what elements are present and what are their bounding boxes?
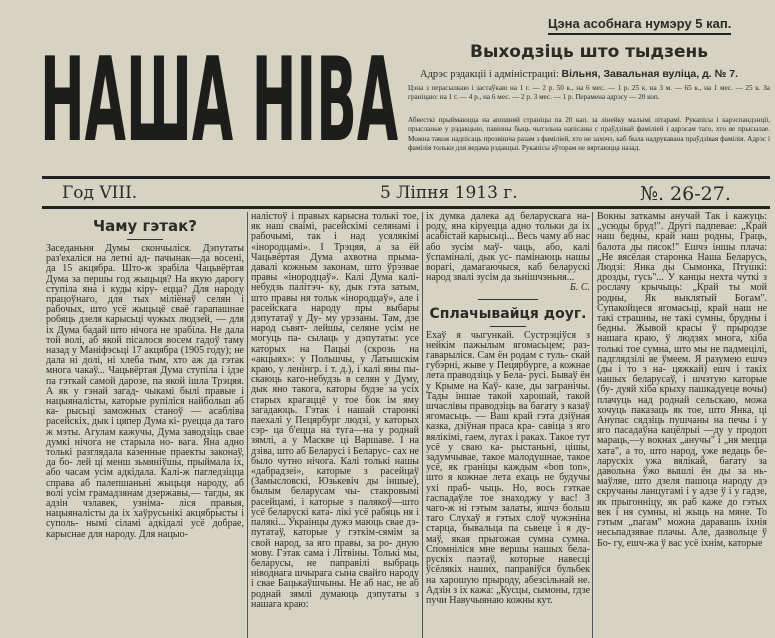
divider bbox=[490, 326, 526, 327]
text-line: русі. Бываў ён у Крыме на Каў- bbox=[426, 370, 590, 392]
text-line: Так і кажуць: „усюды бруд!". bbox=[597, 211, 768, 233]
dateline-rule bbox=[42, 206, 770, 209]
text-line: путатаў, каторые у гэткім-сямім bbox=[251, 527, 403, 539]
text-line: малодушнае, такое усё, як граніцы bbox=[426, 452, 590, 474]
text-line: зьнішчэньня... bbox=[513, 272, 575, 284]
text-line: за свой народ, за яго правы, за ро- bbox=[251, 527, 419, 549]
text-line: старца, бывальца па сьвеце і я ду- bbox=[426, 523, 590, 535]
text-line: лейшы, селяне усім не могуць па- bbox=[251, 323, 420, 345]
text-line: іх, або часам усім адкідала. bbox=[46, 457, 244, 479]
text-line: Для народу працоўнаго, для тых bbox=[46, 283, 244, 306]
text-line: „анучы" і „ня мецца хата", bbox=[597, 435, 767, 457]
text-line: жыцьцё сваё гарапашнае робяць bbox=[46, 304, 244, 326]
text-line: ды іншые), былым беларусам чы- bbox=[251, 476, 420, 498]
text-line: дзеля карысьці чужых людзей, — bbox=[78, 314, 226, 326]
text-line: руецца да таго ж мэты. bbox=[46, 416, 244, 438]
text-line: ларускіх ужа вялікай, багату за bbox=[597, 455, 767, 467]
text-line: Чацьвёртая Дума ахвотна прыма- bbox=[251, 251, 419, 263]
text-line: „Край наш бедны, край наш bbox=[597, 221, 767, 243]
text-line: Польшчы, у Латышскім краю, у bbox=[251, 353, 419, 376]
column-2 bbox=[251, 212, 419, 610]
text-line: як наш сваімі, расейскімі селянамі bbox=[251, 221, 411, 233]
masthead-title: НАША НІВА bbox=[40, 32, 399, 168]
address-label: Адрэс рэдакціі і адміністрациі: bbox=[420, 69, 559, 80]
text-line: дную мову. Гэтак сама і Літвіны. bbox=[251, 537, 419, 559]
text-line: Спомніліся мне вершы нашых бела- bbox=[426, 543, 590, 555]
text-line: аж да гэтак многа чакаў... bbox=[46, 355, 245, 377]
text-line: ўмеем. bbox=[661, 353, 691, 365]
text-line: міліёнаў селян і рабочых, што усё bbox=[46, 294, 244, 316]
issue-price: Цэна асобнага нумэру 5 кап. bbox=[548, 16, 731, 35]
header-rule bbox=[42, 176, 770, 179]
text-line: іх думка далека ад беларускага на- bbox=[426, 211, 590, 222]
text-line: Людзі: Янка ды Сымонка, bbox=[597, 262, 725, 274]
text-line: скай губэрні, жыве у Пецярбурге, bbox=[426, 350, 591, 372]
text-line: казаў ягомасьць. — Ваш край гэта bbox=[426, 401, 590, 423]
issue-date: 5 Ліпня 1913 г. bbox=[380, 183, 518, 203]
text-line: ку, дык гэта затым, што правы ня bbox=[251, 282, 419, 304]
year-label: Год VIII. bbox=[62, 183, 138, 203]
column-divider bbox=[592, 212, 593, 638]
text-line: Заседаньня Думы скончыліся. bbox=[46, 243, 192, 254]
text-line: цяжкай) ешч і такіх нашых bbox=[597, 364, 768, 386]
text-line: роду, яна кіруецца адно тольки да bbox=[426, 221, 578, 233]
text-line: ліся правыя, нацыяналісты да іх bbox=[46, 498, 245, 520]
text-line: у Пецярбург людзі, у каторых сэр- bbox=[251, 415, 419, 437]
text-line: гу, ешч-жа ў вас усё іхнім, каторые bbox=[613, 537, 763, 549]
text-line: Што-ж зрабіла Чацьвёртая Дума bbox=[46, 263, 244, 285]
text-line: тольк «інородцаў», але і расейскага bbox=[251, 292, 420, 314]
text-line: Украінцы дужэ маюць свае дэ- bbox=[288, 517, 419, 529]
divider bbox=[127, 239, 163, 240]
text-line: многа, хіба толькі тое сумна, што bbox=[597, 333, 768, 355]
text-line: расейскіх, дык і цяпер Дума кі- bbox=[46, 416, 180, 428]
text-line: ці Анупас сядзіць пушчаны на bbox=[597, 404, 767, 427]
text-line: для іх Дума бадай што нічога не bbox=[46, 314, 245, 336]
text-line: чыць. Но, вось гэткае гаспадаўле bbox=[426, 482, 590, 504]
divider bbox=[478, 299, 538, 300]
text-line: прыродзе нашага краю, ў людзях bbox=[597, 323, 767, 345]
text-line: каторые рупіліся найбольш аб ка- bbox=[46, 396, 245, 418]
text-line: з расейцаў (Замысловскі, Юзькевіч bbox=[251, 466, 419, 488]
text-line: карыснае для народу. Для нацыо- bbox=[46, 528, 188, 540]
text-line: плачуць над роднай сельскаю, можа bbox=[597, 394, 767, 406]
frequency-note: Выходзіць што тыдзень bbox=[470, 42, 709, 62]
text-line: не. Адзін з іх кажа: bbox=[426, 574, 590, 596]
text-line: палепшаньні жыцьця народу, аб bbox=[96, 477, 244, 489]
text-line: Другі падпевае: bbox=[667, 221, 737, 233]
address-value: Вільня, Завальная вуліца, д. № 7. bbox=[561, 68, 738, 80]
text-line: мы не падмецілі, падглядзілі яе bbox=[597, 343, 767, 365]
text-line: беларусаў, і шчэтую каторые (бу- bbox=[597, 374, 767, 396]
article-signature: Б. С. bbox=[569, 282, 590, 294]
text-line: зямлі, а у Маскве ці Варшаве. І на bbox=[251, 435, 419, 447]
text-line: давольна ўжо вышлі ён ды за нь- bbox=[597, 466, 767, 478]
text-line: налістоў і правых карысна толькі тое, bbox=[251, 211, 419, 222]
text-line: па гэткай самой дарозе, па якой bbox=[46, 375, 186, 387]
article-title: Чаму гэтак? bbox=[93, 217, 197, 235]
text-line: „Край ты мой родны, bbox=[597, 282, 767, 304]
text-line: на Пацыі (скрозь на «акцыях»: у bbox=[251, 343, 419, 365]
column-1 bbox=[46, 212, 244, 540]
text-line: «інородцамі». І Трэцяя, а за ёй bbox=[251, 241, 419, 253]
text-line: гэтым залаты, яшчэ больш таго bbox=[426, 503, 591, 525]
text-line: гаварыліся. Сам ён родам с туль- bbox=[426, 350, 569, 362]
text-line: У канцы нехта чуткі з рослачу bbox=[597, 272, 767, 294]
ad-terms: Абвесткі прыймаюцца на апошняй страніцы па 20 кап. за лінейку малымі літарамі. Рукапісы і карэспандэнціі, прысланые у рэдакцыю, павінны быць чытэльна напісаны с праўдзівай фаміліей і адрэсам таго, хто яе прысылае. Можна також надпісаць прозвішча разам з фаміліей, хто не захочэ, каб была надрукавана праўдзівая фамілія. Адрэс і фамілія тольки для ведама рэдакцыі. Рукапісы аўторам не вяртаюцца назад. bbox=[408, 116, 770, 153]
text-line: рыстаньні, цішы, задумчывае, такое bbox=[426, 441, 590, 464]
text-line: пачынак—да восені, да 15 акцябра. bbox=[46, 253, 244, 275]
text-line: „Не вясёлая старонка bbox=[597, 251, 693, 263]
text-line: маў, якая прыгожая сумна сумна. bbox=[426, 533, 590, 545]
text-line: родны, bbox=[704, 231, 734, 243]
text-line: каб беларускі народ звалі зусім да bbox=[426, 262, 590, 284]
text-line: Не аб нас, не аб роднай зямлі bbox=[251, 578, 420, 600]
text-line: Чацьвёртая Дума ступіла і ідзе bbox=[108, 365, 244, 377]
text-line: дзіўная казка, дзіўная праса кра- bbox=[426, 411, 591, 433]
text-line: правы «інородцаў». bbox=[251, 272, 339, 284]
text-line: тагды, як адзін чэлавек, узнімa- bbox=[46, 487, 244, 510]
column-4 bbox=[597, 212, 767, 549]
text-line: Як выклятый Богам". bbox=[644, 292, 767, 304]
text-line: чыкамі былі правые і нацыяналісты, bbox=[46, 385, 245, 408]
text-line: ецца? bbox=[163, 283, 188, 295]
text-line: волі усім грамадзянам дзержавы,— bbox=[46, 487, 201, 499]
text-line: за першы год жыцьця? На якую bbox=[71, 273, 212, 285]
text-line: Ехаў я чыгункай. Сустрэціўся з bbox=[426, 329, 590, 341]
text-line: рускіх паэтаў, которые навесці bbox=[426, 554, 590, 566]
text-line: крычыць: bbox=[641, 282, 683, 294]
text-line: ім яму загадаюць. bbox=[251, 394, 420, 416]
text-line: хочуць паказаць як тое, што Янка, bbox=[597, 404, 755, 416]
text-line: Дэпутаты раз'ехаліся на летні ад- bbox=[46, 243, 244, 265]
text-line: пісалося восем гадоў таму назад у bbox=[46, 334, 244, 357]
column-divider bbox=[247, 212, 248, 638]
text-line: народу пры выбары дэпутатаў у Ду- bbox=[251, 302, 419, 325]
column-3 bbox=[426, 212, 590, 606]
text-line: Агулам кажучы, Дума заводзіць bbox=[83, 426, 223, 438]
text-line: іх асабістай карысьці... bbox=[426, 221, 590, 243]
text-line: толькі нашы «дабрадзеі», каторые bbox=[251, 455, 419, 478]
text-line: і раках. Такое тут усё у сваю ка- bbox=[426, 431, 591, 453]
text-line: плачы. Але, дазвольце ў Бо- bbox=[597, 527, 767, 549]
text-line: му урэзаны. Там, дзе народ сьвят- bbox=[251, 313, 419, 335]
text-line: Весь чаму аб нас або зусім маў- bbox=[426, 231, 590, 253]
editorial-address bbox=[420, 68, 770, 80]
text-line: дык яно такога, каторы будзе за bbox=[251, 384, 397, 396]
text-line: Навучыянаю кожны кут. bbox=[449, 594, 553, 606]
text-line: давалі кожным законам, што ўрэзвае bbox=[251, 262, 419, 274]
text-line: з палякоў—што усё беларускі ката- bbox=[251, 496, 419, 518]
text-line: дарогу ступіла яна і куды кіру- bbox=[46, 273, 245, 295]
text-line: Наша Беларусь, bbox=[697, 251, 768, 263]
text-line: каже до гэтых век і ня сумны, ні bbox=[597, 496, 768, 518]
text-line: такой шчаслівы праводзіць ва багату з bbox=[426, 390, 590, 413]
text-line: казе, ды загранічы. bbox=[505, 380, 590, 392]
text-line: „Кусцы, сымоны, гдзе пучи bbox=[426, 584, 591, 606]
text-line: Толькі мы, беларусы, не паправілі bbox=[251, 547, 419, 569]
text-line: дуяй хіба крыху пашкадуеце вочы) bbox=[616, 384, 767, 396]
text-line: свайго народу і свае Бацькаўшчыны. bbox=[251, 568, 419, 590]
text-line: дэ скручаны ланцугамі і у адзе ў bbox=[597, 476, 767, 498]
text-line: жыць на мяне. То гэтым „пагам" bbox=[597, 506, 768, 529]
text-line: стакровымі расейцамі, і каторые bbox=[251, 486, 419, 508]
text-line: Калі Дума калі-небудзь палітэч- bbox=[251, 272, 419, 294]
text-line: скаюць каго-небудзь в селян у Думу, bbox=[251, 374, 419, 386]
text-line: печы і у яго пасадаўна кацёлрыі bbox=[597, 415, 767, 437]
text-line: ленінгр. і т. д.), і калі яны пы- bbox=[286, 364, 419, 376]
text-line: памінаюць нашы ворагі, дамагаючыся, bbox=[426, 251, 591, 274]
text-line: нымі сіламі адкідалі усё добрае, bbox=[86, 518, 244, 530]
text-line: свае думкі нічога не старыла но- bbox=[46, 426, 245, 448]
text-line: Граць, балота ды пясок!" bbox=[597, 231, 767, 253]
text-line: можна даравашь іхнія несьпадзявае bbox=[597, 517, 768, 539]
text-line: вага. Яна адно толькі разглядала bbox=[46, 436, 245, 459]
text-line: дзіва, што аб Беларусі і Беларус- bbox=[251, 445, 391, 457]
text-line: лікі усё рабяць ня і палякі... bbox=[251, 506, 419, 529]
issue-number: №. 26-27. bbox=[640, 183, 731, 205]
text-line: зрабіла. Не дала той волі, аб якой bbox=[46, 324, 245, 346]
text-line: —ду у продоп мараць,—у вокнах bbox=[597, 425, 768, 447]
text-line: хаўрусьнікі акцябрысты і суполь- bbox=[46, 508, 244, 530]
text-line: савіца з яго вялікімі, гаем, лугах bbox=[426, 421, 590, 443]
text-line: Птушкі: дрозды, гусь"... bbox=[597, 262, 768, 284]
text-line: ішла Трэцяя. А як у гэнай загад- bbox=[46, 375, 244, 397]
text-line: думаюць дэпутаты з нашага краю: bbox=[251, 588, 420, 610]
text-line: казенные праекты законаў, дa бо- bbox=[46, 447, 244, 469]
text-line: Тады іншае такой харошай, bbox=[426, 390, 559, 402]
text-line: чаць, або, калі ўспаміналі, дык ус- bbox=[426, 241, 590, 263]
text-line: Калі-ж пагледзіцца справа аб bbox=[46, 467, 244, 489]
text-line: а то, што народ, уже ведаць бе- bbox=[625, 445, 768, 457]
text-line: Слухаў я гэтых слоў чужэніна bbox=[449, 513, 591, 525]
text-line: Маніфэсьці 17 акцябра (1905 году); bbox=[79, 345, 232, 357]
text-line: сылаць у дэпутаты: усе каторых bbox=[251, 333, 419, 355]
text-line: Гэтак і нашай старонкі паехалі bbox=[251, 404, 419, 427]
text-line: усіх старых крагаццё у тое бок bbox=[251, 384, 419, 406]
text-line: рысьці заможных станоў — асабліва bbox=[66, 406, 245, 418]
column-divider bbox=[422, 212, 423, 638]
text-line: на харошую прыроду, абезсільнай bbox=[426, 574, 575, 586]
text-line: і у гадзе, як прыгонніцу, як раб bbox=[597, 486, 768, 508]
text-line: Вокны заткамы анучай bbox=[597, 211, 701, 222]
text-line: брудны і бедны. Жывой красы ў bbox=[597, 313, 768, 335]
subscription-rates: Цэна з перасылкаю і застаўкаю на 1 г. — 2 р. 50 к., на 6 мес. — 1 р. 25 к. на 3 м. — 65 к., на 1 мес. — 25 к. За граніцаю: на 1 г. — 4 р., на 6 мес. — 2 р. 3 мес. — 1 р. Пераменa адрэсу — 20 коп. bbox=[408, 84, 770, 102]
text-line: нейкім пажылым ягомасьцем; раз- bbox=[426, 339, 590, 351]
text-line: лей ці менш зьмяніўшы, прыймала bbox=[76, 457, 231, 469]
text-line: Я разумею ешчэ (ды і то з на- bbox=[597, 353, 768, 376]
text-line: сах не было чутно нічога. Калі bbox=[251, 445, 419, 467]
text-line: Ешчэ іншы плача: bbox=[684, 241, 768, 253]
text-line: Супакойцеся ягомасьці, край наш bbox=[597, 302, 752, 314]
text-line: маўляе, што дзеля пашоца народу bbox=[597, 476, 753, 488]
text-line: не дала ні долі, ні хлеба тым, хто bbox=[46, 345, 244, 367]
text-line: лета ехаць не будучы ухі праб- bbox=[426, 472, 590, 494]
text-line: каждым «bon ton», што я кожнае bbox=[426, 462, 591, 484]
text-line: тое знаходжу у вас! З чаго-ж ні bbox=[426, 492, 590, 515]
text-line: ца б'ецца на туга—на у роднай bbox=[273, 425, 419, 437]
article-title: Сплачывайця доуг. bbox=[429, 305, 587, 322]
text-line: ўсёлякіх наших, паправіўся бульбек bbox=[426, 564, 590, 576]
text-line: не такі страшны, не такі сумны, bbox=[597, 302, 768, 325]
text-line: і рабочымі, так і над усялякімі bbox=[251, 221, 419, 243]
text-line: а кожнае лета праводзіць у Бела- bbox=[426, 360, 591, 382]
text-line: выбраць ніводнага шчырага сына bbox=[251, 557, 420, 580]
